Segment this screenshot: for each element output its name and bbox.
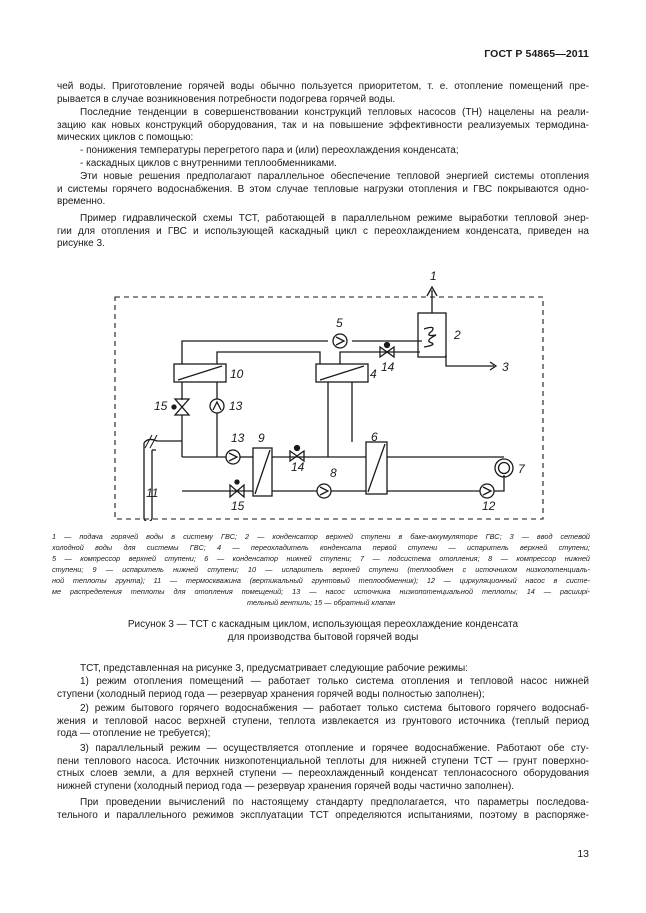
text-line: зацию как новых конструкций оборудования, так и на повышение эффективности реализуемых термодина- xyxy=(57,119,589,131)
pump-arrow-icon xyxy=(483,487,491,495)
page-number: 13 xyxy=(577,848,589,860)
legend-line: 1 — подача горячей воды в систему ГВС; 2 — конденсатор верхней ступени в баке-аккумуляторе ГВС; 3 — ввод сетевой xyxy=(52,532,590,541)
exchanger-diagonal xyxy=(255,450,270,494)
valve-handle xyxy=(295,446,300,451)
text-line: года — отопление не требуется); xyxy=(57,728,211,740)
label-4: 4 xyxy=(370,367,377,381)
body-paragraph-5 xyxy=(57,663,589,676)
text-line: 1) режим отопления помещений — работает только система отопления и тепловой насос нижней xyxy=(80,676,589,687)
text-line: нижней ступени (холодный период года — резервуар хранения горячей воды частично заполнен). xyxy=(57,780,515,792)
label-11: 11 xyxy=(146,486,159,500)
heating-subsystem-7 xyxy=(495,459,513,477)
text-line: Пример гидравлической схемы ТСТ, работающей в параллельном режиме выработки тепловой энер- xyxy=(80,213,589,224)
pump-arrow-icon xyxy=(229,453,237,461)
legend-line: ме распределения теплоты для отопления помещений; 13 — насос источника низкопотенциальной теплоты; 14 — расширі- xyxy=(52,587,590,596)
intro-paragraph-3 xyxy=(57,171,589,209)
valve-handle xyxy=(385,343,390,348)
bullet-item: - каскадных циклов с внутренними теплообменниками. xyxy=(80,157,337,169)
label-8: 8 xyxy=(330,466,337,480)
text-line: чей воды. Приготовление горячей воды обычно пользуется приоритетом, т. е. отопление помещений пре- xyxy=(57,81,589,92)
label-15-lower: 15 xyxy=(231,499,245,513)
text-line: При проведении вычислений по настоящему стандарту предполагается, что параметры последова- xyxy=(80,797,589,808)
caption-line: для производства бытовой горячей воды xyxy=(227,631,419,643)
text-line: жения и тепловой насос верхней ступени, теплота извлекается из грунтового источника (теплый период xyxy=(57,715,589,727)
body-paragraph-6 xyxy=(57,797,589,822)
text-line: Эти новые решения предполагают параллельное обеспечение тепловой энергией системы отопления xyxy=(80,171,589,182)
label-15-upper: 15 xyxy=(154,399,168,413)
label-1: 1 xyxy=(430,269,437,283)
hydraulic-scheme-diagram xyxy=(112,265,546,521)
label-10: 10 xyxy=(230,367,244,381)
exchanger-diagonal xyxy=(320,366,364,380)
pump-arrow-icon xyxy=(320,487,328,495)
label-12: 12 xyxy=(482,499,496,513)
legend-line: 5 — компрессор верхней ступени; 6 — конденсатор нижней ступени; 7 — подсистема отопления; 8 — компрессор нижней xyxy=(52,554,590,563)
intro-paragraph-1 xyxy=(57,81,589,106)
text-line: тельного и параллельного режимов эксплуатации ТСТ определяются испытаниями, поэтому в распоряже- xyxy=(57,809,589,821)
text-line: 2) режим бытового горячего водоснабжения — работает только система бытового горячего водоснаб- xyxy=(80,703,589,714)
coil-icon xyxy=(424,327,436,347)
text-line: мических циклов с помощью: xyxy=(57,132,194,144)
pump-arrow-icon xyxy=(336,337,344,345)
mode-1 xyxy=(57,676,589,701)
valve-handle xyxy=(172,405,176,409)
text-line: 3) параллельный режим — осуществляется отопление и горячее водоснабжение. Работают обе сту- xyxy=(80,743,589,754)
figure-legend xyxy=(52,531,590,608)
label-2: 2 xyxy=(454,328,461,342)
standard-header: ГОСТ Р 54865—2011 xyxy=(484,48,589,60)
legend-line: холодной воды для системы ГВС; 4 — переохладитель конденсата первой ступени — испаритель верхней ступени; xyxy=(52,543,590,552)
legend-line: тельный вентиль; 15 — обратный клапан xyxy=(246,598,396,607)
legend-line: ступени; 9 — испаритель нижней ступени; 10 — испаритель верхней ступени (теплообмен с источником низкопотенциаль- xyxy=(52,565,590,574)
mode-3 xyxy=(57,743,589,793)
label-13-lower: 13 xyxy=(231,431,245,445)
pump-arrow-icon xyxy=(213,402,221,410)
text-line: пени теплового насоса. Источник низкопотенциальной теплоты для нижней ступени ТСТ — грунт поверхно- xyxy=(57,755,589,767)
caption-line: Рисунок 3 — ТСТ с каскадным циклом, использующая переохлаждение конденсата xyxy=(127,619,519,630)
label-13-upper: 13 xyxy=(229,399,243,413)
mode-2 xyxy=(57,703,589,741)
intro-paragraph-4 xyxy=(57,213,589,251)
intro-paragraph-2 xyxy=(57,107,589,145)
valve-handle xyxy=(235,480,239,484)
label-14-lower: 14 xyxy=(291,460,305,474)
pipe xyxy=(446,355,494,366)
text-line: временно. xyxy=(57,196,106,208)
bullet-list xyxy=(57,145,589,170)
text-line: и системы горячего водоснабжения. В этом случае тепловые нагрузки отопления и ГВС покрываются одно- xyxy=(57,183,589,195)
text-line: рывается в случае возникновения потребности подогрева горячей воды. xyxy=(57,93,396,105)
check-valve-15-upper xyxy=(175,399,189,415)
label-14-upper: 14 xyxy=(381,360,395,374)
text-line: ступени (холодный период года — резервуар хранения горячей воды полностью заполнен); xyxy=(57,688,485,700)
text-line: рисунке 3. xyxy=(57,238,105,250)
figure-caption xyxy=(57,619,589,644)
bullet-item: - понижения температуры перегретого пара и (или) переохлаждения конденсата; xyxy=(80,145,459,156)
text-line: ТСТ, представленная на рисунке 3, предусматривает следующие рабочие режимы: xyxy=(80,663,468,674)
label-9: 9 xyxy=(258,431,265,445)
label-6: 6 xyxy=(371,430,378,444)
text-line: Последние тенденции в совершенствовании конструкций тепловых насосов (ТН) нацелены на реали- xyxy=(80,107,589,118)
exchanger-diagonal xyxy=(368,444,385,492)
text-line: стных слоев земли, а для верхней ступени — переохлажденный конденсат теплонасосного оборудования xyxy=(57,768,589,780)
label-5: 5 xyxy=(336,316,343,330)
heating-subsystem-7-inner xyxy=(499,463,510,474)
label-7: 7 xyxy=(518,462,525,476)
pipe xyxy=(217,352,320,364)
legend-line: ной теплоты грунта); 11 — термоскважина (вертикальный грунтовый теплообменник); 12 — циркуляционный насос в систе- xyxy=(52,576,590,585)
text-line: гии для отопления и ГВС и использующей каскадный цикл с переохлаждением конденсата, приведен на xyxy=(57,225,589,237)
exchanger-diagonal xyxy=(178,366,222,380)
label-3: 3 xyxy=(502,360,509,374)
